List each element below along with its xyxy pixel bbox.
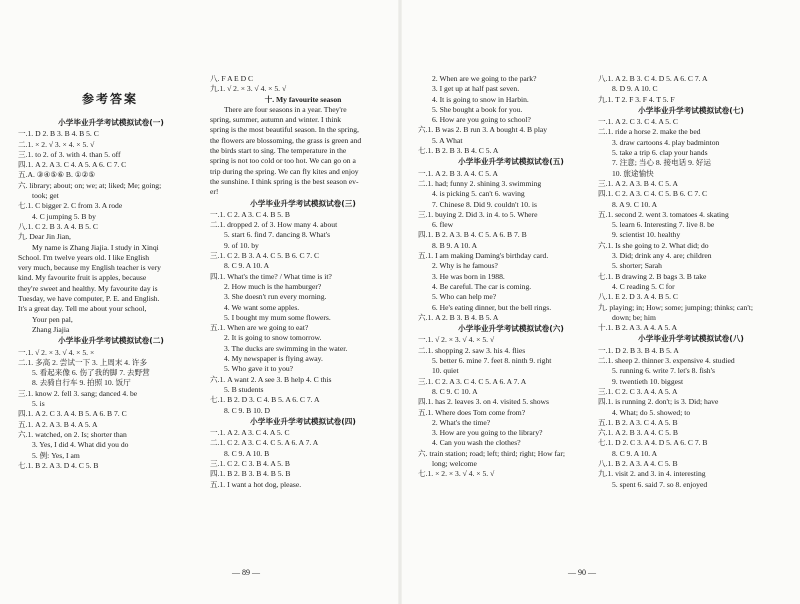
answer-line: 4. Be careful. The car is coming. xyxy=(432,281,532,291)
answer-line: 五.1. A 2. A 3. B 4. A 5. A xyxy=(18,419,98,429)
column-3 xyxy=(418,74,604,480)
answer-line: 一.1. D 2. B 3. B 4. B 5. C xyxy=(18,129,99,139)
answer-line: 三.1. C 2. A 3. C 4. C 5. A 6. A 7. A xyxy=(418,376,527,386)
answer-line: 3. He was born in 1988. xyxy=(432,271,505,281)
answer-line: 二.1. had; funny 2. shining 3. swimming xyxy=(418,178,542,188)
answer-line: 6. He's eating dinner, but the bell rings. xyxy=(432,302,552,312)
answer-line: 八.1. C 2. B 3. A 4. B 5. C xyxy=(18,221,98,231)
answer-line: 8. C 9. C 10. A xyxy=(432,386,478,396)
answer-line: spring is not too cold or too hot. We can go on a xyxy=(210,156,356,166)
answer-line: 6. How are you going to school? xyxy=(432,115,531,125)
answer-line: kind. My favourite fruit is apples, because xyxy=(18,273,147,283)
answer-line: 六. library; about; on; we; at; liked; Me; going; xyxy=(18,180,162,190)
answer-line: 二.1. C 2. A 3. C 4. C 5. A 6. A 7. A xyxy=(210,438,319,448)
section-heading: 小学毕业升学考试模拟试卷(五) xyxy=(458,157,564,167)
answer-line: 二.1. ride a horse 2. make the bed xyxy=(598,127,701,137)
answer-line: Zhang Jiajia xyxy=(32,324,70,334)
answer-line: 十.1. B 2. A 3. A 4. A 5. A xyxy=(598,323,678,333)
answer-line: 八.1. E 2. D 3. A 4. B 5. C xyxy=(598,292,678,302)
answer-line: 8. B 9. A 10. A xyxy=(432,240,478,250)
answer-line: 4. My newspaper is flying away. xyxy=(224,354,323,364)
answer-line: 6. flew xyxy=(432,220,454,230)
column-4 xyxy=(598,74,784,490)
answer-line: 七.1. C bigger 2. C from 3. A rode xyxy=(18,201,123,211)
answer-line: 4. What; do 5. showed; to xyxy=(612,407,691,417)
answer-line: 5. shorter; Sarah xyxy=(612,261,662,271)
answer-line: 8. D 9. A 10. C xyxy=(612,84,658,94)
column-1 xyxy=(18,117,204,471)
answer-line: 8. C 9. A 10. B xyxy=(224,448,270,458)
answer-line: 5. 看起来像 6. 伤了我的脚 7. 去野营 xyxy=(32,368,150,378)
answer-line: 四.1. B 2. B 3. B 4. B 5. B xyxy=(210,469,291,479)
page-title: 参考答案 xyxy=(81,92,138,106)
answer-line: 9. scientist 10. healthy xyxy=(612,230,681,240)
answer-line: 3. She doesn't run every morning. xyxy=(224,292,327,302)
answer-line: 2. When are we going to the park? xyxy=(432,74,537,83)
answer-line: 10. 旅途愉快 xyxy=(612,168,654,178)
answer-line: 九. Dear Jin Jian, xyxy=(18,232,71,242)
answer-line: 4. is picking 5. can't 6. waving xyxy=(432,189,525,199)
answer-line: 十. My favourite season xyxy=(264,94,342,104)
answer-line: 八.1. B 2. A 3. A 4. C 5. B xyxy=(598,458,678,468)
section-heading: 小学毕业升学考试模拟试卷(二) xyxy=(58,336,164,346)
answer-line: 5. start 6. find 7. dancing 8. What's xyxy=(224,230,331,240)
answer-line: 3. The ducks are swimming in the water. xyxy=(224,343,348,353)
answer-line: 三.1. buying 2. Did 3. in 4. to 5. Where xyxy=(418,209,538,219)
answer-line: 5. better 6. mine 7. feet 8. ninth 9. right xyxy=(432,356,552,366)
answer-line: 五.A. ③④⑤⑥ B. ①②⑤ xyxy=(18,170,96,180)
answer-line: 5. A What xyxy=(432,135,463,145)
answer-line: er! xyxy=(210,187,219,197)
answer-line: 三.1. C 2. B 3. A 4. C 5. B 6. C 7. C xyxy=(210,251,320,261)
section-heading: 小学毕业升学考试模拟试卷(六) xyxy=(458,324,564,334)
answer-line: 七.1. D 2. C 3. A 4. D 5. A 6. C 7. B xyxy=(598,438,708,448)
answer-line: School. I'm twelve years old. I like English xyxy=(18,252,150,262)
answer-line: 三.1. C 2. C 3. A 4. A 5. A xyxy=(598,386,678,396)
answer-line: Tuesday, we have computer, P. E. and English. xyxy=(18,294,160,304)
answer-line: 五.1. I am making Daming's birthday card. xyxy=(418,251,549,261)
answer-line: 五.1. I want a hot dog, please. xyxy=(210,479,302,489)
answer-line: 5. 例: Yes, I am xyxy=(32,450,80,460)
answer-line: 一.1. C 2. A 3. C 4. B 5. B xyxy=(210,209,290,219)
answer-line: 一.1. √ 2. × 3. √ 4. × 5. √ xyxy=(418,335,495,345)
answer-line: 2. How much is the hamburger? xyxy=(224,281,322,291)
answer-line: 三.1. A 2. A 3. B 4. C 5. A xyxy=(598,178,678,188)
section-heading: 小学毕业升学考试模拟试卷(四) xyxy=(250,416,356,426)
answer-line: 4. Can you wash the clothes? xyxy=(432,438,521,448)
answer-line: trip during the spring. We can fly kites and enjoy xyxy=(210,166,359,176)
answer-line: down; be; him xyxy=(612,312,656,322)
answer-line: 5. Who can help me? xyxy=(432,292,497,302)
answer-line: 5. She bought a book for you. xyxy=(432,104,523,114)
answer-line: 一.1. D 2. B 3. B 4. B 5. A xyxy=(598,345,679,355)
answer-line: 六. train station; road; left; third; right; How far; xyxy=(418,448,565,458)
answer-line: 4. C reading 5. C for xyxy=(612,281,675,291)
answer-line: 四.1. is running 2. don't; is 3. Did; have xyxy=(598,397,719,407)
section-heading: 小学毕业升学考试模拟试卷(三) xyxy=(250,198,356,208)
answer-line: 五.1. second 2. went 3. tomatoes 4. skating xyxy=(598,209,729,219)
answer-line: 四.1. A 2. A 3. C 4. A 5. A 6. C 7. C xyxy=(18,160,127,170)
answer-line: 二.1. × 2. √ 3. × 4. × 5. √ xyxy=(18,139,95,149)
answer-line: 四.1. What's the time? / What time is it? xyxy=(210,271,332,281)
answer-line: 8. C 9. B 10. D xyxy=(224,405,270,415)
answer-line: 8. C 9. A 10. A xyxy=(224,261,270,271)
answer-line: 三.1. to 2. of 3. with 4. than 5. off xyxy=(18,149,121,159)
answer-line: 三.1. C 2. C 3. B 4. A 5. B xyxy=(210,458,290,468)
answer-line: 九.1. √ 2. × 3. √ 4. × 5. √ xyxy=(210,84,287,94)
answer-line: 9. of 10. by xyxy=(224,240,259,250)
answer-line: 二.1. sheep 2. thinner 3. expensive 4. studied xyxy=(598,356,735,366)
answer-line: 2. Why is he famous? xyxy=(432,261,498,271)
answer-line: 八. F A E D C xyxy=(210,74,254,83)
answer-line: 七.1. B drawing 2. B bags 3. B take xyxy=(598,271,707,281)
answer-line: 10. quiet xyxy=(432,366,459,376)
answer-line: 一.1. √ 2. × 3. √ 4. × 5. × xyxy=(18,347,95,357)
answer-line: 一.1. A 2. C 3. C 4. A 5. C xyxy=(598,117,678,127)
answer-line: spring, summer, autumn and winter. I think xyxy=(210,115,342,125)
answer-line: 7. 注意; 当心 8. 接电话 9. 好运 xyxy=(612,158,711,168)
answer-line: the sunshine. I think spring is the best season ev- xyxy=(210,176,359,186)
answer-line: 5. spent 6. said 7. so 8. enjoyed xyxy=(612,479,708,489)
answer-line: long; welcome xyxy=(432,458,477,468)
answer-line: 3. How are you going to the library? xyxy=(432,428,543,438)
answer-line: It's a great day. Tell me about your school, xyxy=(18,304,147,314)
answer-line: 5. learn 6. Interesting 7. live 8. be xyxy=(612,220,715,230)
answer-line: Your pen pal, xyxy=(32,314,73,324)
answer-line: 七.1. B 2. B 3. B 4. C 5. A xyxy=(418,146,499,156)
answer-line: 九.1. T 2. F 3. F 4. T 5. F xyxy=(598,94,675,104)
answer-line: the birds start to sing. The temperature in the xyxy=(210,146,347,156)
answer-line: took; get xyxy=(32,191,59,201)
answer-line: 8. 去骑自行车 9. 拍照 10. 饭厅 xyxy=(32,378,131,388)
answer-line: 8. C 9. A 10. A xyxy=(612,448,658,458)
answer-line: 四.1. has 2. leaves 3. on 4. visited 5. shows xyxy=(418,397,549,407)
answer-line: very much, because my English teacher is very xyxy=(18,263,161,273)
answer-line: 3. draw cartoons 4. play badminton xyxy=(612,137,720,147)
answer-line: 二.1. shopping 2. saw 3. his 4. flies xyxy=(418,345,526,355)
answer-line: 四.1. B 2. A 3. B 4. C 5. A 6. B 7. B xyxy=(418,230,527,240)
answer-line: spring is the most beautiful season. In the spring, xyxy=(210,125,359,135)
answer-line: 一.1. A 2. B 3. A 4. C 5. A xyxy=(418,168,498,178)
answer-line: 六.1. A want 2. A see 3. B help 4. C this xyxy=(210,374,332,384)
answer-line: 六.1. B was 2. B run 3. A bought 4. B play xyxy=(418,125,548,135)
answer-line: 七.1. × 2. × 3. √ 4. × 5. √ xyxy=(418,469,495,479)
answer-line: 2. What's the time? xyxy=(432,417,491,427)
answer-line: 三.1. know 2. fell 3. sang; danced 4. be xyxy=(18,388,138,398)
answer-line: 七.1. B 2. D 3. C 4. B 5. A 6. C 7. A xyxy=(210,395,320,405)
answer-line: 六.1. A 2. B 3. B 4. B 5. A xyxy=(418,312,499,322)
answer-line: 5. B students xyxy=(224,384,264,394)
answer-line: 二.1. 多高 2. 尝试一下 3. 上周末 4. 许多 xyxy=(18,357,148,367)
answer-line: 六.1. watched, on 2. Is; shorter than xyxy=(18,429,127,439)
answer-line: 六.1. Is she going to 2. What did; do xyxy=(598,240,709,250)
answer-line: 9. twentieth 10. biggest xyxy=(612,376,684,386)
answer-line: 3. Yes, I did 4. What did you do xyxy=(32,440,129,450)
answer-line: 4. C jumping 5. B by xyxy=(32,211,96,221)
section-heading: 小学毕业升学考试模拟试卷(一) xyxy=(58,118,164,127)
book-spine xyxy=(398,0,402,604)
answer-line: 4. We want some apples. xyxy=(224,302,300,312)
answer-line: they're sweet and healthy. My favourite day is xyxy=(18,283,158,293)
answer-line: 四.1. C 2. A 3. C 4. C 5. B 6. C 7. C xyxy=(598,189,708,199)
answer-line: 五.1. Where does Tom come from? xyxy=(418,407,526,417)
answer-line: 五.1. B 2. A 3. C 4. A 5. B xyxy=(598,417,678,427)
column-2 xyxy=(210,74,396,490)
answer-line: 四.1. A 2. C 3. A 4. B 5. A 6. B 7. C xyxy=(18,409,127,419)
answer-line: 5. Who gave it to you? xyxy=(224,364,294,374)
page-number-right: — 90 — xyxy=(568,568,596,577)
answer-line: 五.1. When are we going to eat? xyxy=(210,323,309,333)
answer-line: 8. A 9. C 10. A xyxy=(612,199,658,209)
answer-line: There are four seasons in a year. They're xyxy=(224,104,347,114)
answer-line: 二.1. dropped 2. of 3. How many 4. about xyxy=(210,220,338,230)
answer-line: 八.1. A 2. B 3. C 4. D 5. A 6. C 7. A xyxy=(598,74,708,83)
answer-line: 4. It is going to snow in Harbin. xyxy=(432,94,529,104)
answer-line: 九.1. visit 2. and 3. in 4. interesting xyxy=(598,469,706,479)
section-heading: 小学毕业升学考试模拟试卷(八) xyxy=(638,334,744,344)
answer-line: the flowers are blossoming, the grass is green and xyxy=(210,135,362,145)
answer-line: 5. running 6. write 7. let's 8. fish's xyxy=(612,366,715,376)
answer-line: 一.1. A 2. A 3. C 4. A 5. C xyxy=(210,428,290,438)
answer-line: 5. I bought my mum some flowers. xyxy=(224,312,331,322)
answer-line: 2. It is going to snow tomorrow. xyxy=(224,333,322,343)
section-heading: 小学毕业升学考试模拟试卷(七) xyxy=(638,105,744,115)
answer-line: 七.1. B 2. A 3. D 4. C 5. B xyxy=(18,460,99,470)
answer-line: 六.1. A 2. B 3. A 4. C 5. B xyxy=(598,428,678,438)
answer-line: My name is Zhang Jiajia. I study in Xinqi xyxy=(32,242,159,252)
page-number-left: — 89 — xyxy=(232,568,260,577)
answer-line: 5. take a trip 6. clap your hands xyxy=(612,148,708,158)
answer-line: 九. playing; in; How; some; jumping; thinks; can't; xyxy=(598,302,753,312)
answer-line: 3. I get up at half past seven. xyxy=(432,84,520,94)
answer-line: 7. Chinese 8. Did 9. couldn't 10. is xyxy=(432,199,537,209)
answer-line: 3. Did; drink any 4. are; children xyxy=(612,251,712,261)
answer-line: 5. is xyxy=(32,399,45,409)
